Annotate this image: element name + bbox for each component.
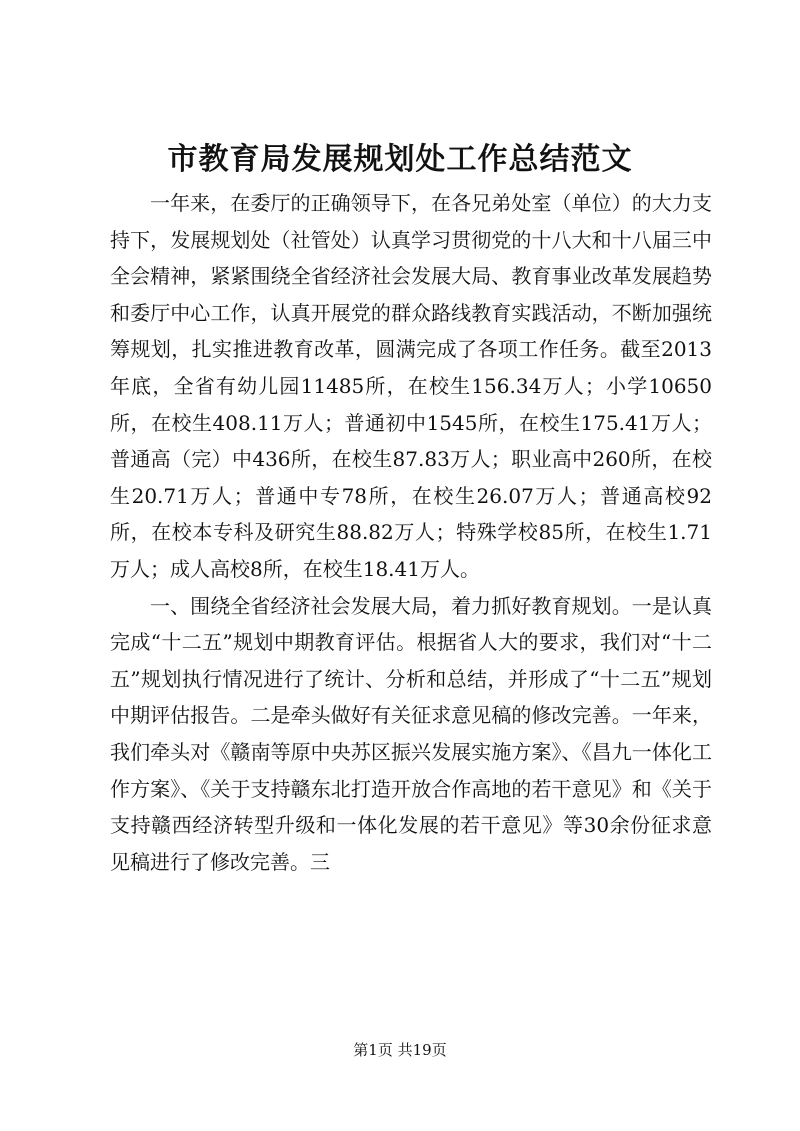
paragraph-section-1: 一、围绕全省经济社会发展大局，着力抓好教育规划。一是认真完成“十二五”规划中期教育评估。根据省人大的要求，我们对“十二五”规划执行情况进行了统计、分析和总结，并形成了“十二五”规划中期评估报告。二是牵头做好有关征求意见稿的修改完善。一年来，我们牵头对《赣南等原中央苏区振兴发展实施方案》、《昌九一体化工作方案》、《关于支持赣东北打造开放合作高地的若干意见》和《关于支持赣西经济转型升级和一体化发展的若干意见》等30余份征求意见稿进行了修改完善。三 (110, 593, 712, 874)
paragraph-intro: 一年来，在委厅的正确领导下，在各兄弟处室（单位）的大力支持下，发展规划处（社管处）认真学习贯彻党的十八大和十八届三中全会精神，紧紧围绕全省经济社会发展大局、教育事业改革发展趋势和委厅中心工作，认真开展党的群众路线教育实践活动，不断加强统筹规划，扎实推进教育改革，圆满完成了各项工作任务。截至2013年底，全省有幼儿园11485所，在校生156.34万人；小学10650所，在校生408.11万人；普通初中1545所，在校生175.41万人；普通高（完）中436所，在校生87.83万人；职业高中260所，在校生20.71万人；普通中专78所，在校生26.07万人；普通高校92所，在校本专科及研究生88.82万人；特殊学校85所，在校生1.71万人；成人高校8所，在校生18.41万人。 (110, 191, 712, 581)
page-footer: 第1页 共19页 (353, 1041, 447, 1059)
document-title: 市教育局发展规划处工作总结范文 (167, 142, 633, 177)
document-body (110, 185, 712, 880)
